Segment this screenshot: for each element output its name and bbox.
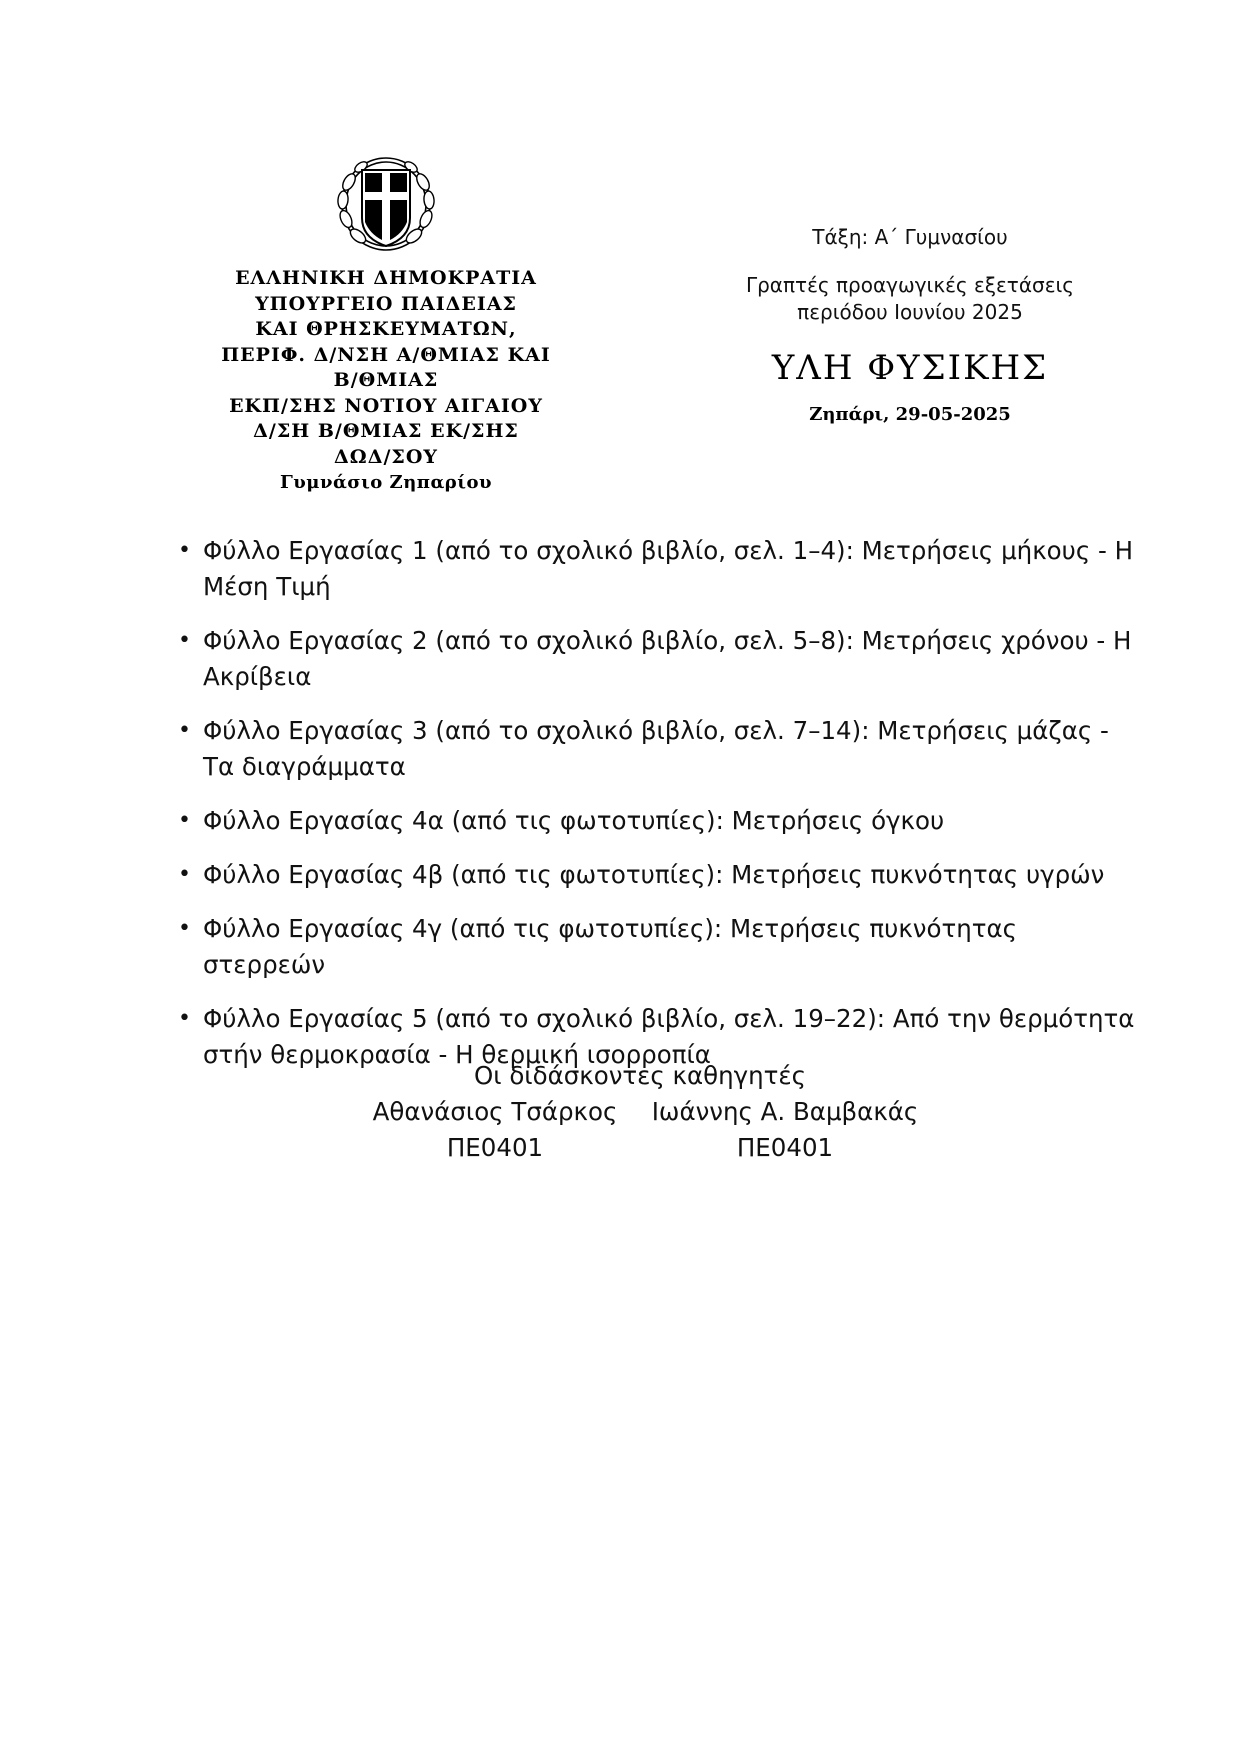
org-line: ΥΠΟΥΡΓΕΙΟ ΠΑΙΔΕΙΑΣ <box>255 292 517 315</box>
exam-line-1: Γραπτές προαγωγικές εξετάσεις <box>745 273 1075 297</box>
worksheet-text: Φύλλο Εργασίας 1 (από το σχολικό βιβλίο, σελ. 1–4): Μετρήσεις μήκους - Η Μέση Τιμή <box>203 536 1134 601</box>
exam-line-2: περιόδου Ιουνίου 2025 <box>797 300 1023 324</box>
bullet: • <box>178 916 191 941</box>
org-line: ΔΩΔ/ΣΟΥ <box>334 445 438 468</box>
org-line: ΕΛΛΗΝΙΚΗ ΔΗΜΟΚΡΑΤΙΑ <box>235 267 537 289</box>
teacher-names-row <box>350 1094 930 1130</box>
worksheet-text: Φύλλο Εργασίας 4α (από τις φωτοτυπίες): Μετρήσεις όγκου <box>203 806 945 835</box>
school-name: Γυμνάσιο Ζηπαρίου <box>280 472 492 493</box>
subject-title: ΥΛΗ ΦΥΣΙΚΗΣ <box>771 348 1049 388</box>
signature-block <box>350 1058 930 1166</box>
org-line: ΕΚΠ/ΣΗΣ ΝΟΤΙΟΥ ΑΙΓΑΙΟΥ <box>229 394 543 417</box>
worksheet-text: Φύλλο Εργασίας 4γ (από τις φωτοτυπίες): Μετρήσεις πυκνότητας στερρεών <box>203 914 1018 979</box>
org-line: ΠΕΡΙΦ. Δ/ΝΣΗ Α/ΘΜΙΑΣ ΚΑΙ <box>221 343 551 366</box>
list-item <box>178 803 1138 839</box>
list-item <box>178 623 1138 695</box>
teacher-name: Ιωάννης Α. Βαμβακάς <box>651 1097 919 1126</box>
bullet: • <box>178 628 191 653</box>
org-line: Β/ΘΜΙΑΣ <box>333 369 439 391</box>
class-line: Τάξη: Α΄ Γυμνασίου <box>812 225 1008 249</box>
worksheet-list <box>178 533 1138 1091</box>
worksheet-text: Φύλλο Εργασίας 4β (από τις φωτοτυπίες): Μετρήσεις πυκνότητας υγρών <box>203 860 1105 889</box>
org-line: Δ/ΣΗ Β/ΘΜΙΑΣ ΕΚ/ΣΗΣ <box>253 420 519 442</box>
teacher-codes-row <box>350 1130 930 1166</box>
list-item <box>178 911 1138 983</box>
teacher-code: ΠΕ0401 <box>446 1133 544 1162</box>
bullet: • <box>178 718 191 743</box>
greek-republic-emblem-icon <box>334 152 438 256</box>
bullet: • <box>178 538 191 563</box>
list-item <box>178 533 1138 605</box>
worksheet-text: Φύλλο Εργασίας 3 (από το σχολικό βιβλίο, σελ. 7–14): Μετρήσεις μάζας - Τα διαγράμματα <box>203 716 1109 781</box>
teacher-name: Αθανάσιος Τσάρκος <box>372 1097 618 1126</box>
bullet: • <box>178 808 191 833</box>
header-left <box>185 152 587 495</box>
header-right <box>700 222 1120 428</box>
bullet: • <box>178 862 191 887</box>
teacher-code: ΠΕ0401 <box>736 1133 834 1162</box>
worksheet-text: Φύλλο Εργασίας 2 (από το σχολικό βιβλίο, σελ. 5–8): Μετρήσεις χρόνου - Η Ακρίβεια <box>203 626 1132 691</box>
list-item <box>178 857 1138 893</box>
organization-lines <box>185 266 587 470</box>
list-item <box>178 713 1138 785</box>
worksheet-text: Φύλλο Εργασίας 5 (από το σχολικό βιβλίο, σελ. 19–22): Από την θερμότητα στήν θερμοκρασία - Η θερμική ισορροπία <box>203 1004 1135 1069</box>
bullet: • <box>178 1006 191 1031</box>
signature-heading: Οι διδάσκοντες καθηγητές <box>473 1061 807 1090</box>
date-line: Ζηπάρι, 29-05-2025 <box>809 404 1011 425</box>
org-line: ΚΑΙ ΘΡΗΣΚΕΥΜΑΤΩΝ, <box>255 318 517 340</box>
